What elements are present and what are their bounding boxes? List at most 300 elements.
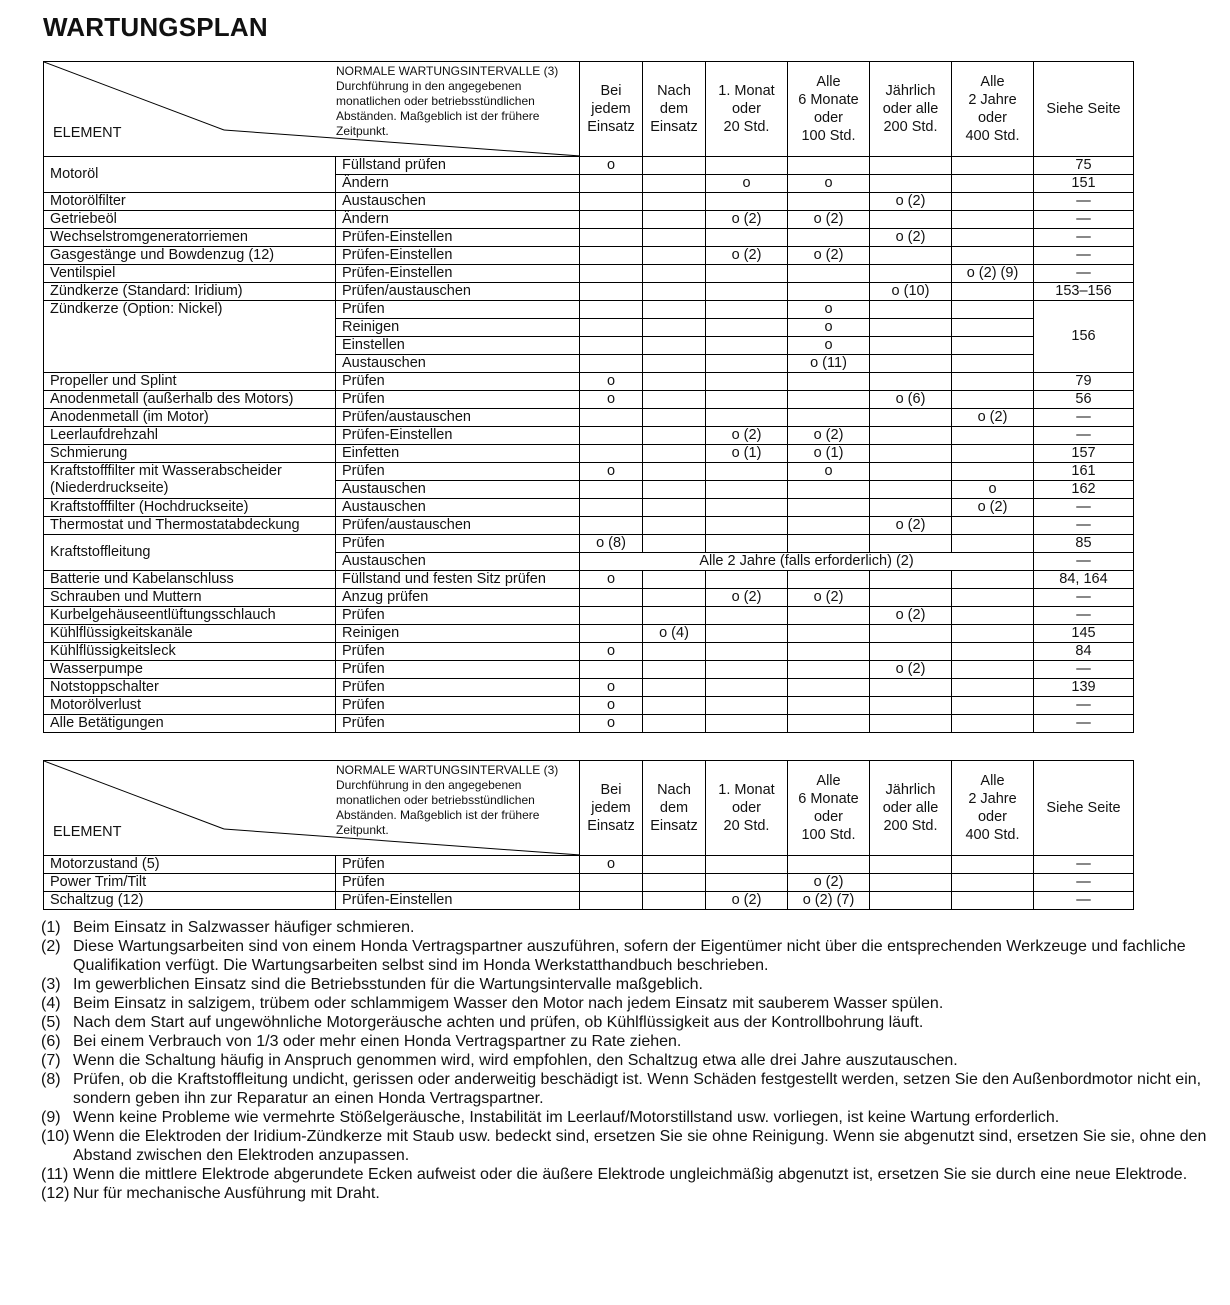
table-row	[44, 157, 1134, 175]
interval-mark-cell: o (6)	[870, 391, 952, 409]
interval-mark-cell	[952, 319, 1034, 337]
interval-mark-cell	[580, 247, 643, 265]
page-ref-cell: —	[1034, 517, 1134, 535]
footnotes	[41, 918, 1221, 1203]
footnote-number: (4)	[41, 995, 61, 1012]
interval-mark-cell	[580, 355, 643, 373]
action-cell: Austauschen	[336, 481, 580, 499]
page-ref-cell: —	[1034, 193, 1134, 211]
element-cell: Schaltzug (12)	[44, 892, 336, 910]
header-interval-3	[706, 62, 788, 157]
interval-mark-cell: o (2)	[788, 874, 870, 892]
action-cell: Prüfen	[336, 373, 580, 391]
interval-mark-cell	[580, 481, 643, 499]
header-row	[44, 761, 1134, 856]
interval-mark-cell	[870, 175, 952, 193]
interval-mark-cell	[643, 427, 706, 445]
header-interval-line: dem	[659, 800, 689, 816]
interval-mark-cell	[952, 283, 1034, 301]
interval-mark-cell	[643, 697, 706, 715]
interval-mark-cell	[952, 892, 1034, 910]
page-ref-cell: 151	[1034, 175, 1134, 193]
header-interval-line: 2 Jahre	[968, 92, 1017, 108]
interval-mark-cell	[788, 481, 870, 499]
interval-mark-cell	[788, 157, 870, 175]
footnote-number: (2)	[41, 938, 61, 955]
interval-mark-cell	[706, 661, 788, 679]
footnote	[41, 918, 1221, 937]
element-cell: Kurbelgehäuseentlüftungsschlauch	[44, 607, 336, 625]
page-ref-cell: —	[1034, 697, 1134, 715]
table-row	[44, 463, 1134, 481]
header-element-label: ELEMENT	[53, 125, 122, 141]
header-interval-line: 1. Monat	[718, 782, 775, 798]
page-ref-cell: —	[1034, 427, 1134, 445]
footnote-text: Wenn die Schaltung häufig in Anspruch genommen wird, wird empfohlen, den Schaltzug etwa alle drei Jahre auszutauschen.	[73, 1052, 958, 1069]
footnote-number: (9)	[41, 1109, 61, 1126]
interval-mark-cell: o (2)	[788, 427, 870, 445]
header-interval-line: 6 Monate	[798, 791, 859, 807]
interval-mark-cell: o	[580, 391, 643, 409]
interval-mark-cell	[706, 193, 788, 211]
interval-mark-cell	[952, 625, 1034, 643]
interval-mark-cell	[643, 679, 706, 697]
interval-mark-cell: o (2)	[788, 211, 870, 229]
action-cell: Einstellen	[336, 337, 580, 355]
interval-mark-cell	[952, 157, 1034, 175]
header-interval-note	[336, 64, 576, 139]
interval-mark-cell: o	[580, 715, 643, 733]
footnote	[41, 1184, 1221, 1203]
interval-mark-cell	[706, 157, 788, 175]
action-cell: Prüfen	[336, 391, 580, 409]
footnote	[41, 975, 1221, 994]
element-cell: Wechselstromgeneratorriemen	[44, 229, 336, 247]
element-cell: Gasgestänge und Bowdenzug (12)	[44, 247, 336, 265]
page-ref-cell: —	[1034, 892, 1134, 910]
interval-mark-cell: o (1)	[706, 445, 788, 463]
interval-mark-cell	[870, 373, 952, 391]
interval-mark-cell	[580, 229, 643, 247]
interval-mark-cell	[643, 247, 706, 265]
interval-mark-cell: o (8)	[580, 535, 643, 553]
interval-mark-cell	[870, 211, 952, 229]
interval-mark-cell	[788, 499, 870, 517]
header-interval-line: 6 Monate	[798, 92, 859, 108]
page-ref-cell: 84	[1034, 643, 1134, 661]
header-corner-cell	[44, 62, 580, 157]
interval-mark-cell	[952, 517, 1034, 535]
action-cell: Prüfen	[336, 874, 580, 892]
interval-mark-cell: o (2)	[706, 427, 788, 445]
element-cell: Getriebeöl	[44, 211, 336, 229]
page-ref-cell: —	[1034, 409, 1134, 427]
header-interval-note-line: monatlichen oder betriebsstündlichen	[336, 793, 535, 807]
interval-mark-cell: o	[580, 856, 643, 874]
interval-mark-cell: o (2)	[952, 499, 1034, 517]
element-cell: Motorzustand (5)	[44, 856, 336, 874]
interval-mark-cell: o (2)	[952, 409, 1034, 427]
interval-mark-cell	[706, 337, 788, 355]
table-row	[44, 715, 1134, 733]
interval-mark-cell	[643, 229, 706, 247]
table-row	[44, 571, 1134, 589]
header-interval-6	[952, 761, 1034, 856]
interval-mark-cell	[952, 697, 1034, 715]
footnote-text: Bei einem Verbrauch von 1/3 oder mehr einen Honda Vertragspartner zu Rate ziehen.	[73, 1033, 682, 1050]
element-cell	[44, 463, 336, 499]
interval-mark-cell	[580, 661, 643, 679]
element-line: Kraftstofffilter mit Wasserabscheider	[50, 463, 282, 479]
action-cell: Einfetten	[336, 445, 580, 463]
interval-mark-cell	[643, 193, 706, 211]
page-ref-cell: 75	[1034, 157, 1134, 175]
interval-mark-cell	[580, 283, 643, 301]
interval-mark-cell	[706, 265, 788, 283]
header-interval-line: Einsatz	[587, 119, 635, 135]
page-ref-cell: —	[1034, 247, 1134, 265]
action-cell: Prüfen	[336, 679, 580, 697]
interval-mark-cell	[788, 517, 870, 535]
footnote-number: (12)	[41, 1185, 70, 1202]
interval-mark-cell	[580, 319, 643, 337]
interval-mark-cell	[580, 589, 643, 607]
action-cell: Füllstand und festen Sitz prüfen	[336, 571, 580, 589]
interval-mark-cell	[952, 337, 1034, 355]
action-cell: Prüfen	[336, 643, 580, 661]
footnote-text: Prüfen, ob die Kraftstoffleitung undicht, gerissen oder anderweitig beschädigt ist. Wenn Schäden festgestellt werden, setzen Sie den Außenbordmotor nicht ein, sondern geben ihn zur Reparatur an einen Honda Vertragspartner.	[73, 1071, 1202, 1107]
header-interval-line: oder	[977, 809, 1008, 825]
interval-mark-cell	[643, 211, 706, 229]
table-row	[44, 892, 1134, 910]
interval-mark-cell	[643, 283, 706, 301]
header-row	[44, 62, 1134, 157]
interval-mark-cell	[952, 607, 1034, 625]
footnote	[41, 1165, 1221, 1184]
header-interval-line: Alle	[980, 773, 1005, 789]
page-ref-cell: —	[1034, 553, 1134, 571]
interval-mark-cell	[870, 427, 952, 445]
interval-mark-cell	[952, 211, 1034, 229]
header-interval-line: Jährlich	[885, 782, 936, 798]
table-row	[44, 607, 1134, 625]
interval-mark-cell: o	[580, 679, 643, 697]
interval-mark-cell	[706, 679, 788, 697]
interval-mark-cell	[643, 607, 706, 625]
interval-mark-cell	[706, 409, 788, 427]
table-row	[44, 661, 1134, 679]
footnote-text: Wenn die mittlere Elektrode abgerundete Ecken aufweist oder die äußere Elektrode ungleichmäßig abgenutzt ist, ersetzen Sie sie durch eine neue Elektrode.	[73, 1166, 1188, 1183]
element-cell: Ventilspiel	[44, 265, 336, 283]
table-row	[44, 499, 1134, 517]
element-cell: Alle Betätigungen	[44, 715, 336, 733]
interval-mark-cell	[643, 892, 706, 910]
header-interval-line: 1. Monat	[718, 83, 775, 99]
footnote	[41, 1051, 1221, 1070]
header-page: Siehe Seite	[1034, 62, 1134, 157]
action-cell: Ändern	[336, 211, 580, 229]
footnote	[41, 1070, 1221, 1108]
interval-mark-cell	[643, 535, 706, 553]
interval-mark-cell	[580, 625, 643, 643]
interval-mark-cell: o	[788, 175, 870, 193]
header-interval-line: 200 Std.	[883, 818, 938, 834]
interval-mark-cell: o	[580, 643, 643, 661]
interval-mark-cell	[706, 715, 788, 733]
interval-mark-cell: o (2) (9)	[952, 265, 1034, 283]
table-row	[44, 229, 1134, 247]
interval-mark-cell	[706, 319, 788, 337]
page-ref-cell: —	[1034, 715, 1134, 733]
interval-mark-cell	[952, 643, 1034, 661]
action-cell: Prüfen-Einstellen	[336, 892, 580, 910]
action-cell: Prüfen	[336, 697, 580, 715]
interval-mark-cell	[952, 373, 1034, 391]
header-interval-line: 20 Std.	[723, 818, 770, 834]
interval-mark-cell	[706, 607, 788, 625]
interval-mark-cell	[706, 697, 788, 715]
interval-mark-cell	[870, 715, 952, 733]
interval-mark-cell	[580, 193, 643, 211]
header-interval-line: Alle	[980, 74, 1005, 90]
header-interval-note-line: Abständen. Maßgeblich ist der frühere	[336, 109, 540, 123]
interval-mark-cell: o (2)	[706, 589, 788, 607]
interval-mark-cell	[580, 265, 643, 283]
header-interval-line: oder	[731, 101, 762, 117]
table-row	[44, 535, 1134, 553]
element-cell: Schmierung	[44, 445, 336, 463]
interval-mark-cell	[788, 643, 870, 661]
interval-mark-cell	[643, 409, 706, 427]
header-page: Siehe Seite	[1034, 761, 1134, 856]
element-cell: Anodenmetall (im Motor)	[44, 409, 336, 427]
element-cell: Power Trim/Tilt	[44, 874, 336, 892]
action-cell: Reinigen	[336, 625, 580, 643]
interval-mark-cell	[643, 463, 706, 481]
interval-mark-cell	[952, 247, 1034, 265]
page-ref-cell: 162	[1034, 481, 1134, 499]
element-cell: Zündkerze (Standard: Iridium)	[44, 283, 336, 301]
table-row	[44, 247, 1134, 265]
header-interval-line: Einsatz	[650, 818, 698, 834]
header-element-label: ELEMENT	[53, 824, 122, 840]
interval-mark-cell	[870, 355, 952, 373]
action-cell: Prüfen	[336, 715, 580, 733]
interval-mark-cell	[870, 892, 952, 910]
action-cell: Anzug prüfen	[336, 589, 580, 607]
interval-mark-cell: o (4)	[643, 625, 706, 643]
interval-mark-cell	[643, 643, 706, 661]
table-row	[44, 427, 1134, 445]
interval-mark-cell	[706, 643, 788, 661]
element-cell: Zündkerze (Option: Nickel)	[44, 301, 336, 373]
action-cell: Prüfen-Einstellen	[336, 427, 580, 445]
element-cell: Wasserpumpe	[44, 661, 336, 679]
interval-mark-cell	[580, 175, 643, 193]
header-interval-line: 400 Std.	[965, 827, 1020, 843]
footnote-number: (3)	[41, 976, 61, 993]
element-cell: Kühlflüssigkeitsleck	[44, 643, 336, 661]
interval-mark-cell	[870, 157, 952, 175]
interval-mark-cell	[788, 283, 870, 301]
interval-mark-cell	[788, 229, 870, 247]
interval-mark-cell	[706, 874, 788, 892]
interval-mark-cell	[643, 571, 706, 589]
header-interval-note	[336, 763, 576, 838]
table-row	[44, 589, 1134, 607]
table-row	[44, 211, 1134, 229]
interval-mark-cell	[788, 661, 870, 679]
interval-mark-cell	[870, 445, 952, 463]
interval-mark-cell: o	[788, 463, 870, 481]
interval-mark-cell	[788, 391, 870, 409]
header-interval-line: 20 Std.	[723, 119, 770, 135]
action-cell: Prüfen/austauschen	[336, 517, 580, 535]
interval-mark-cell	[643, 337, 706, 355]
interval-mark-cell	[580, 427, 643, 445]
interval-mark-cell	[788, 715, 870, 733]
header-interval-line: 200 Std.	[883, 119, 938, 135]
interval-mark-cell	[580, 874, 643, 892]
element-cell: Motoröl	[44, 157, 336, 193]
interval-mark-cell	[788, 679, 870, 697]
interval-mark-cell	[870, 643, 952, 661]
header-interval-line: oder	[813, 809, 844, 825]
footnote	[41, 994, 1221, 1013]
action-cell: Prüfen-Einstellen	[336, 247, 580, 265]
page-ref-cell: —	[1034, 265, 1134, 283]
page-ref-cell: 161	[1034, 463, 1134, 481]
interval-mark-cell: o	[788, 337, 870, 355]
action-cell: Prüfen	[336, 535, 580, 553]
footnote-text: Wenn keine Probleme wie vermehrte Stößelgeräusche, Instabilität im Leerlauf/Motorstillstand usw. vorliegen, ist keine Wartung erforderlich.	[73, 1109, 1060, 1126]
interval-mark-cell	[870, 571, 952, 589]
footnote	[41, 1013, 1221, 1032]
header-interval-note-line: Zeitpunkt.	[336, 823, 389, 837]
interval-mark-cell	[580, 517, 643, 535]
page-ref-cell: 139	[1034, 679, 1134, 697]
interval-mark-cell: o	[788, 301, 870, 319]
interval-mark-cell: o (2)	[870, 517, 952, 535]
interval-mark-cell: o (2)	[788, 589, 870, 607]
header-interval-note-line: Abständen. Maßgeblich ist der frühere	[336, 808, 540, 822]
maintenance-table-secondary	[43, 760, 1134, 910]
interval-mark-cell: o (2)	[870, 661, 952, 679]
element-cell: Motorölverlust	[44, 697, 336, 715]
interval-mark-cell: o (2)	[870, 607, 952, 625]
header-interval-note-line: Durchführung in den angegebenen	[336, 778, 522, 792]
interval-mark-cell	[952, 391, 1034, 409]
action-cell: Prüfen/austauschen	[336, 283, 580, 301]
page-ref-cell: —	[1034, 211, 1134, 229]
interval-mark-cell	[788, 193, 870, 211]
interval-mark-cell	[870, 337, 952, 355]
interval-mark-cell	[870, 499, 952, 517]
interval-mark-cell: o	[580, 157, 643, 175]
element-cell: Kraftstoffleitung	[44, 535, 336, 571]
element-cell: Kraftstofffilter (Hochdruckseite)	[44, 499, 336, 517]
footnote-text: Beim Einsatz in Salzwasser häufiger schmieren.	[73, 919, 415, 936]
interval-mark-cell	[643, 319, 706, 337]
header-interval-note-line: NORMALE WARTUNGSINTERVALLE (3)	[336, 763, 559, 777]
interval-mark-cell	[643, 481, 706, 499]
interval-mark-cell	[952, 856, 1034, 874]
interval-mark-cell	[788, 265, 870, 283]
interval-mark-cell	[870, 874, 952, 892]
page-ref-cell: 84, 164	[1034, 571, 1134, 589]
interval-mark-cell	[952, 445, 1034, 463]
interval-mark-cell	[580, 337, 643, 355]
interval-mark-cell	[580, 211, 643, 229]
footnote	[41, 937, 1221, 975]
action-cell: Austauschen	[336, 553, 580, 571]
interval-mark-cell	[870, 589, 952, 607]
interval-mark-cell	[952, 589, 1034, 607]
interval-mark-cell	[870, 625, 952, 643]
interval-mark-cell	[706, 355, 788, 373]
header-interval-line: jedem	[591, 101, 631, 117]
header-interval-note-line: Durchführung in den angegebenen	[336, 79, 522, 93]
interval-mark-cell	[952, 355, 1034, 373]
action-cell: Prüfen	[336, 301, 580, 319]
header-interval-line: 100 Std.	[801, 827, 856, 843]
page-ref-cell: 156	[1034, 301, 1134, 373]
footnote	[41, 1032, 1221, 1051]
header-interval-line: Jährlich	[885, 83, 936, 99]
footnote-number: (11)	[41, 1166, 69, 1183]
action-cell: Füllstand prüfen	[336, 157, 580, 175]
interval-mark-cell	[870, 856, 952, 874]
footnote-text: Im gewerblichen Einsatz sind die Betriebsstunden für die Wartungsintervalle maßgeblich.	[73, 976, 703, 993]
interval-mark-cell	[643, 175, 706, 193]
header-interval-line: 100 Std.	[801, 128, 856, 144]
interval-mark-cell: o	[788, 319, 870, 337]
action-cell: Prüfen/austauschen	[336, 409, 580, 427]
interval-mark-cell	[788, 409, 870, 427]
header-interval-line: Nach	[657, 782, 691, 798]
interval-mark-cell	[788, 373, 870, 391]
page-ref-cell: 145	[1034, 625, 1134, 643]
table-row	[44, 283, 1134, 301]
interval-mark-cell	[706, 625, 788, 643]
table-row	[44, 856, 1134, 874]
footnote-number: (1)	[41, 919, 61, 936]
header-interval-6	[952, 62, 1034, 157]
interval-mark-cell	[643, 301, 706, 319]
interval-mark-cell	[706, 571, 788, 589]
table-row	[44, 445, 1134, 463]
interval-mark-cell	[706, 535, 788, 553]
footnote-number: (7)	[41, 1052, 61, 1069]
footnote-number: (6)	[41, 1033, 61, 1050]
header-interval-line: Alle	[816, 74, 841, 90]
table-row	[44, 874, 1134, 892]
interval-mark-cell	[643, 715, 706, 733]
interval-mark-cell	[706, 463, 788, 481]
interval-mark-cell	[643, 517, 706, 535]
element-cell: Notstoppschalter	[44, 679, 336, 697]
interval-mark-cell: o	[580, 571, 643, 589]
footnote-number: (10)	[41, 1128, 70, 1145]
interval-mark-cell: o	[580, 697, 643, 715]
interval-mark-cell	[643, 856, 706, 874]
interval-mark-cell	[706, 373, 788, 391]
header-interval-line: oder	[813, 110, 844, 126]
header-interval-line: Bei	[600, 83, 622, 99]
interval-mark-cell: o	[580, 373, 643, 391]
page-ref-cell: 56	[1034, 391, 1134, 409]
interval-mark-cell: o (1)	[788, 445, 870, 463]
